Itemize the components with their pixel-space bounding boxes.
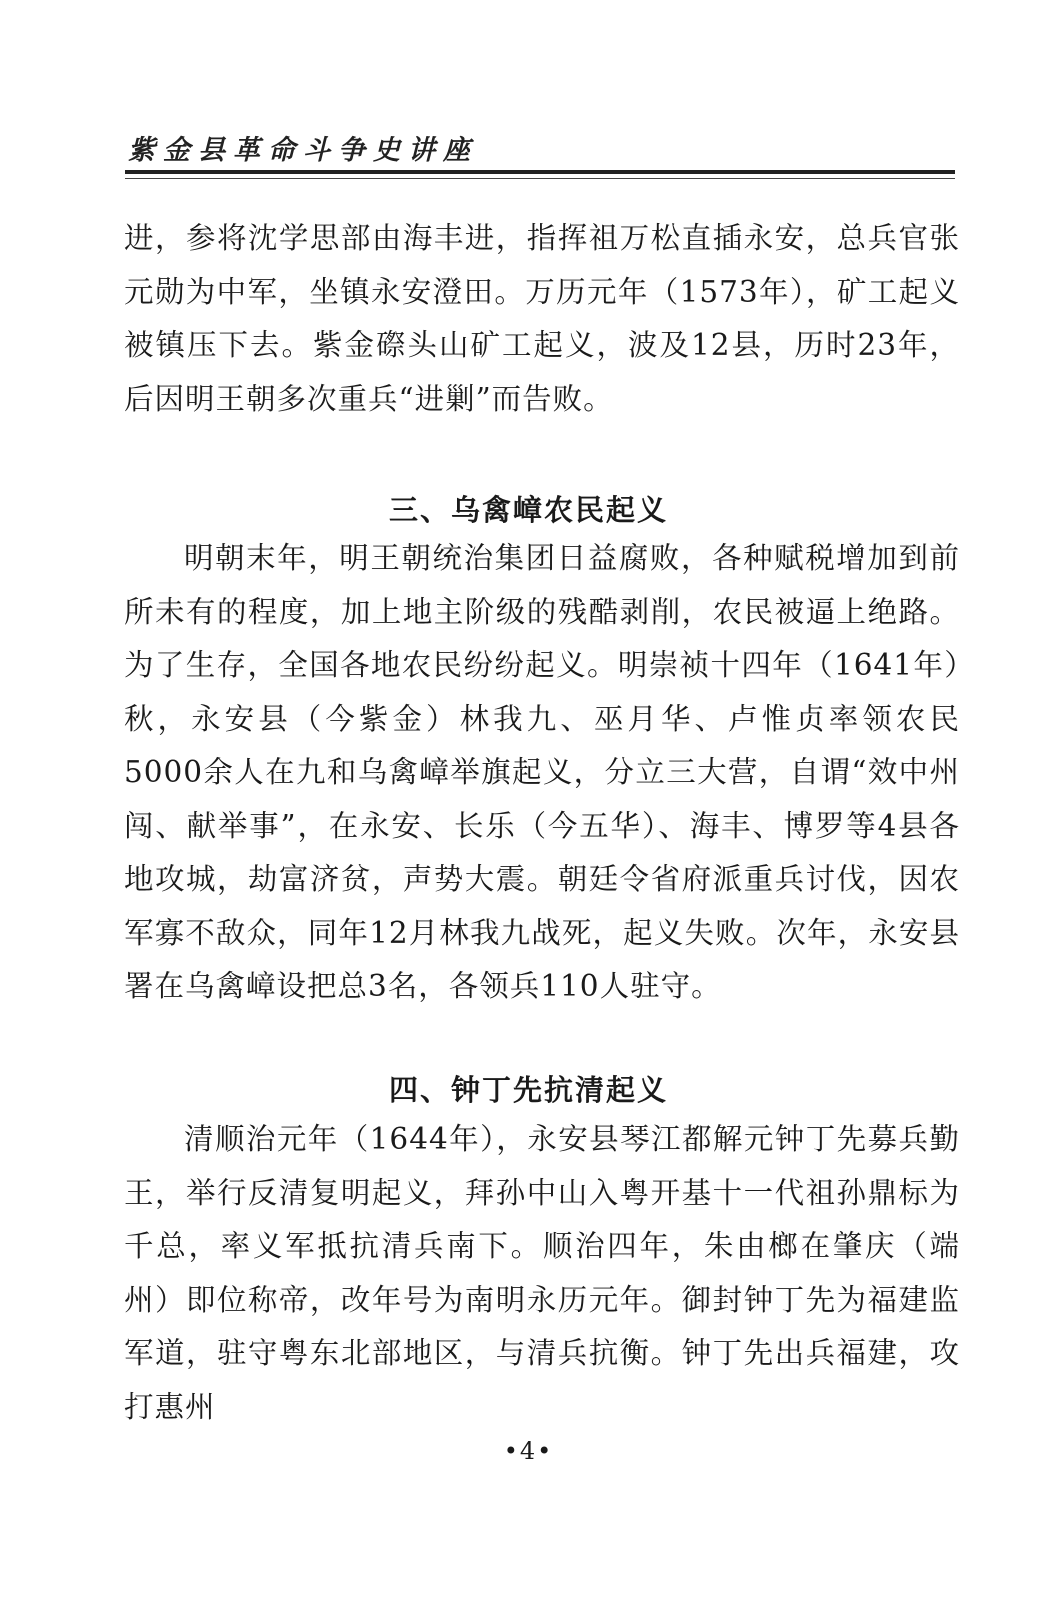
section-heading-3: 三、乌禽嶂农民起义 <box>388 493 668 527</box>
section-heading-4: 四、钟丁先抗清起义 <box>388 1073 668 1107</box>
header-rule-thin <box>125 178 955 179</box>
running-header: 紫金县革命斗争史讲座 <box>128 135 478 166</box>
header-rule <box>125 170 955 174</box>
section-paragraph-3: 明朝末年，明王朝统治集团日益腐败，各种赋税增加到前所未有的程度，加上地主阶级的残酷剥削，农民被逼上绝路。为了生存，全国各地农民纷纷起义。明崇祯十四年（1641年）秋，永安县（今紫金）林我九、巫月华、卢惟贞率领农民5000余人在九和乌禽嶂举旗起义，分立三大营，自谓“效中州闯、献举事”，在永安、长乐（今五华）、海丰、博罗等4县各地攻城，劫富济贫，声势大震。朝廷令省府派重兵讨伐，因农军寡不敌众，同年12月林我九战死，起义失败。次年，永安县署在乌禽嶂设把总3名，各领兵110人驻守。 <box>124 541 960 1003</box>
section-paragraph-4: 清顺治元年（1644年），永安县琴江都解元钟丁先募兵勤王，举行反清复明起义，拜孙中山入粤开基十一代祖孙鼎标为千总，率义军抵抗清兵南下。顺治四年，朱由榔在肇庆（端州）即位称帝，改年号为南明永历元年。御封钟丁先为福建监军道，驻守粤东北部地区，与清兵抗衡。钟丁先出兵福建，攻打惠州 <box>124 1122 960 1424</box>
continued-paragraph: 进，参将沈学思部由海丰进，指挥祖万松直插永安，总兵官张元勋为中军，坐镇永安澄田。万历元年（1573年），矿工起义被镇压下去。紫金磜头山矿工起义，波及12县，历时23年，后因明王朝多次重兵“进剿”而告败。 <box>124 221 960 416</box>
page-number: •4• <box>503 1437 554 1465</box>
